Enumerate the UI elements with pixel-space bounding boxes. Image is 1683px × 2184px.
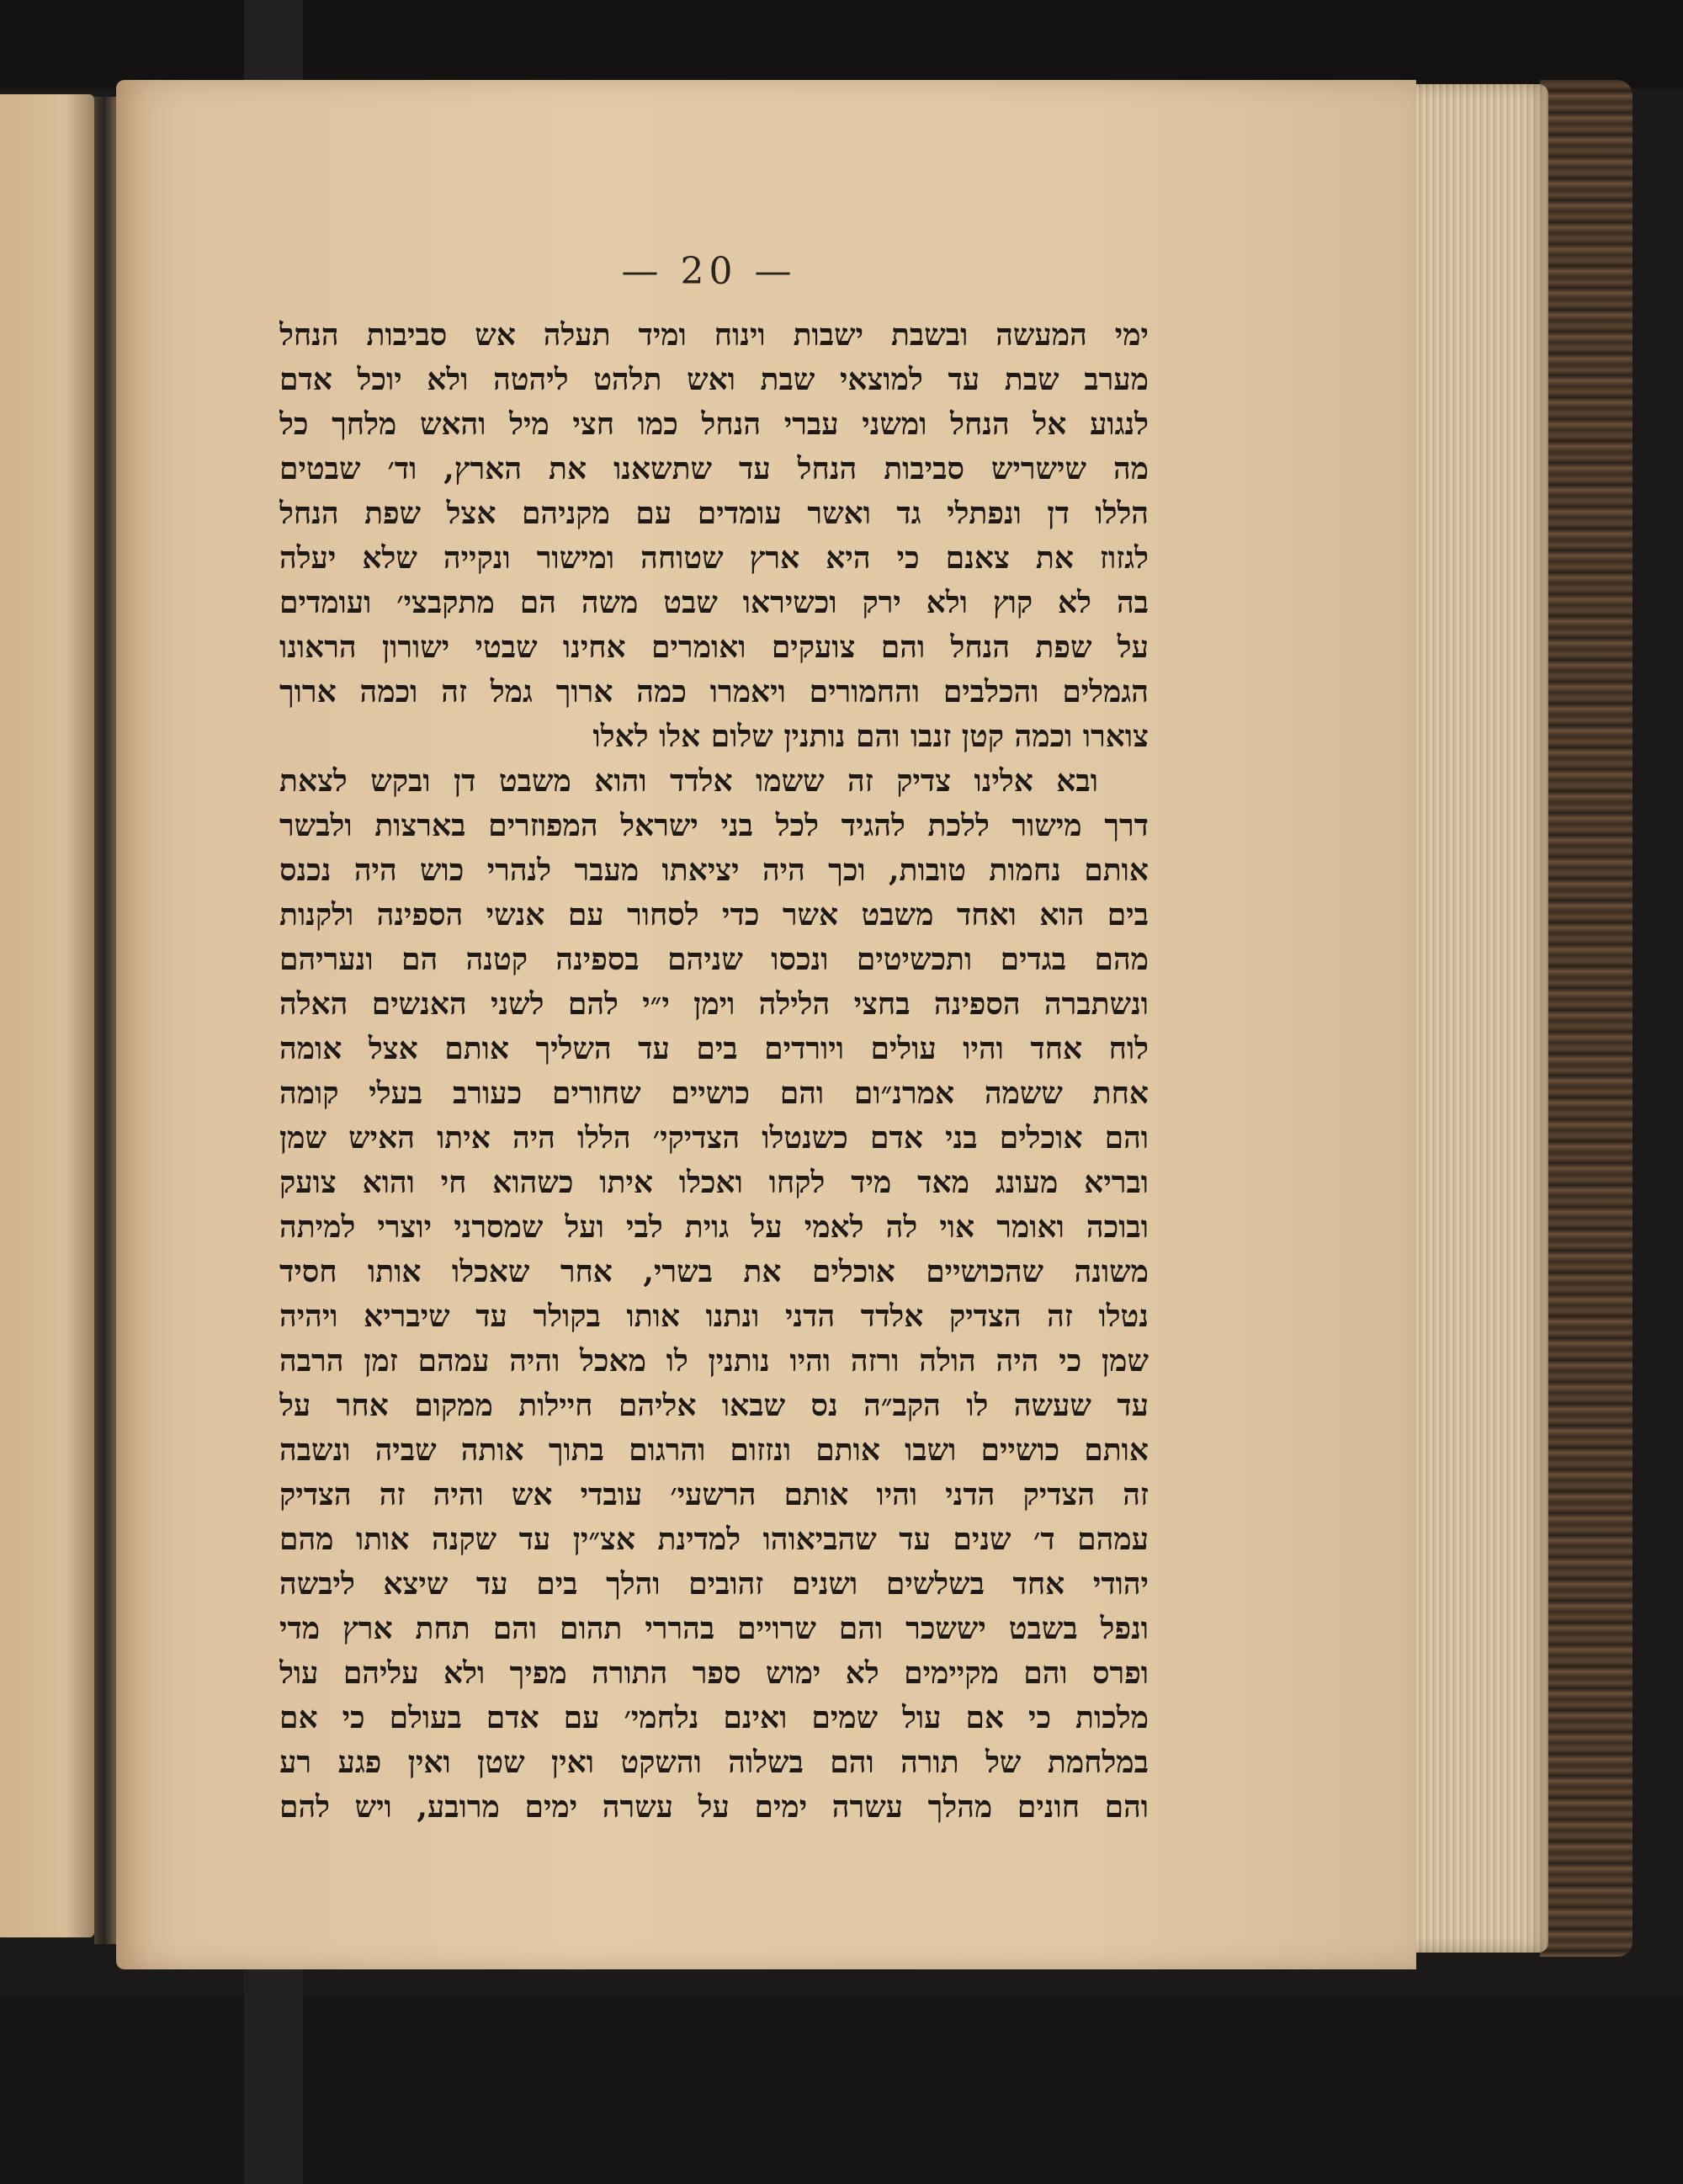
text-line: נטלו זה הצדיק אלדד הדני ונתנו אותו בקולר עד שיבריא ויהיה [279, 1299, 1149, 1334]
text-line: ימי המעשה ובשבת ישבות וינוח ומיד תעלה אש סביבות הנחל [279, 317, 1149, 353]
text-line: אותם נחמות טובות, וכך היה יציאתו מעבר לנהרי כוש היה נכנס [279, 853, 1149, 888]
text-line: לוח אחד והיו עולים ויורדים בים עד השליך אותם אצל אומה [279, 1031, 1149, 1066]
page-number: — 20 — [621, 250, 797, 293]
text-line: במלחמת של תורה והם בשלוה והשקט ואין שטן ואין פגע רע [279, 1745, 1149, 1780]
text-line: יהודי אחד בשלשים ושנים זהובים והלך בים עד שיצא ליבשה [279, 1566, 1149, 1602]
text-line: לגזוז את צאנם כי היא ארץ שטוחה ומישור ונקייה שלא יעלה [279, 540, 1149, 576]
text-line: דרך מישור ללכת להגיד לכל בני ישראל המפוזרים בארצות ולבשר [279, 808, 1149, 843]
text-line: בים הוא ואחד משבט אשר כדי לסחור עם אנשי הספינה ולקנות [279, 897, 1149, 933]
text-line: הגמלים והכלבים והחמורים ויאמרו כמה ארוך גמל זה וכמה ארוך [279, 674, 1149, 709]
paragraph-end-line: צוארו וכמה קטן זנבו והם נותנין שלום אלו לאלו [592, 719, 1149, 754]
text-line: ונשתברה הספינה בחצי הלילה וימן י״י להם לשני האנשים האלה [279, 986, 1149, 1022]
text-line: מהם בגדים ותכשיטים ונכסו שניהם בספינה קטנה הם ונעריהם [279, 942, 1149, 977]
left-page-edge [0, 94, 94, 1937]
text-line: זה הצדיק הדני והיו אותם הרשעי׳ עובדי אש והיה זה הצדיק [279, 1477, 1149, 1512]
text-line: שמן כי היה הולה ורזה והיו נותנין לו מאכל והיה עמהם זמן הרבה [279, 1343, 1149, 1379]
text-line: והם אוכלים בני אדם כשנטלו הצדיקי׳ הללו היה איתו האיש שמן [279, 1120, 1149, 1156]
text-line: ובוכה ואומר אוי לה לאמי על גוית לבי ועל שמסרני יוצרי למיתה [279, 1209, 1149, 1245]
text-line: והם חונים מהלך עשרה ימים על עשרה ימים מרובע, ויש להם [279, 1789, 1149, 1825]
text-line: לנגוע אל הנחל ומשני עברי הנחל כמו חצי מיל והאש מלחך כל [279, 407, 1149, 442]
text-line: על שפת הנחל והם צועקים ואומרים אחינו שבטי ישורון הראונו [279, 630, 1149, 665]
text-line: ונפל בשבט יששכר והם שרויים בהררי תהום והם תחת ארץ מדי [279, 1611, 1149, 1646]
paragraph-start-line: ובא אלינו צדיק זה ששמו אלדד והוא משבט דן ובקש לצאת [279, 763, 1098, 799]
text-line: אותם כושיים ושבו אותם ונזזום והרגום בתוך אותה שביה ונשבה [279, 1432, 1149, 1468]
text-line: מלכות כי אם עול שמים ואינם נלחמי׳ עם אדם בעולם כי אם [279, 1700, 1149, 1735]
book-cover-board [1540, 80, 1633, 1957]
text-line: אחת ששמה אמרנ״ום והם כושיים שחורים כעורב בעלי קומה [279, 1076, 1149, 1111]
text-line: עמהם ד׳ שנים עד שהביאוהו למדינת אצ״ין עד שקנה אותו מהם [279, 1522, 1149, 1557]
hebrew-text-block [279, 313, 1149, 1830]
text-line: מה שישריש סביבות הנחל עד שתשאנו את הארץ, וד׳ שבטים [279, 451, 1149, 486]
text-line: עד שעשה לו הקב״ה נס שבאו אליהם חיילות ממקום אחר על [279, 1388, 1149, 1423]
text-line: ופרס והם מקיימים לא ימוש ספר התורה מפיך ולא עליהם עול [279, 1655, 1149, 1691]
text-line: מערב שבת עד למוצאי שבת ואש תלהט ליהטה ולא יוכל אדם [279, 362, 1149, 397]
text-line: בה לא קוץ ולא ירק וכשיראו שבט משה הם מתקבצי׳ ועומדים [279, 585, 1149, 620]
text-line: ובריא מעונג מאד מיד לקחו ואכלו איתו כשהוא חי והוא צועק [279, 1165, 1149, 1200]
text-line: הללו דן ונפתלי גד ואשר עומדים עם מקניהם אצל שפת הנחל [279, 496, 1149, 531]
book-gutter [94, 97, 116, 1944]
text-line: משונה שהכושיים אוכלים את בשרי, אחר שאכלו אותו חסיד [279, 1254, 1149, 1289]
